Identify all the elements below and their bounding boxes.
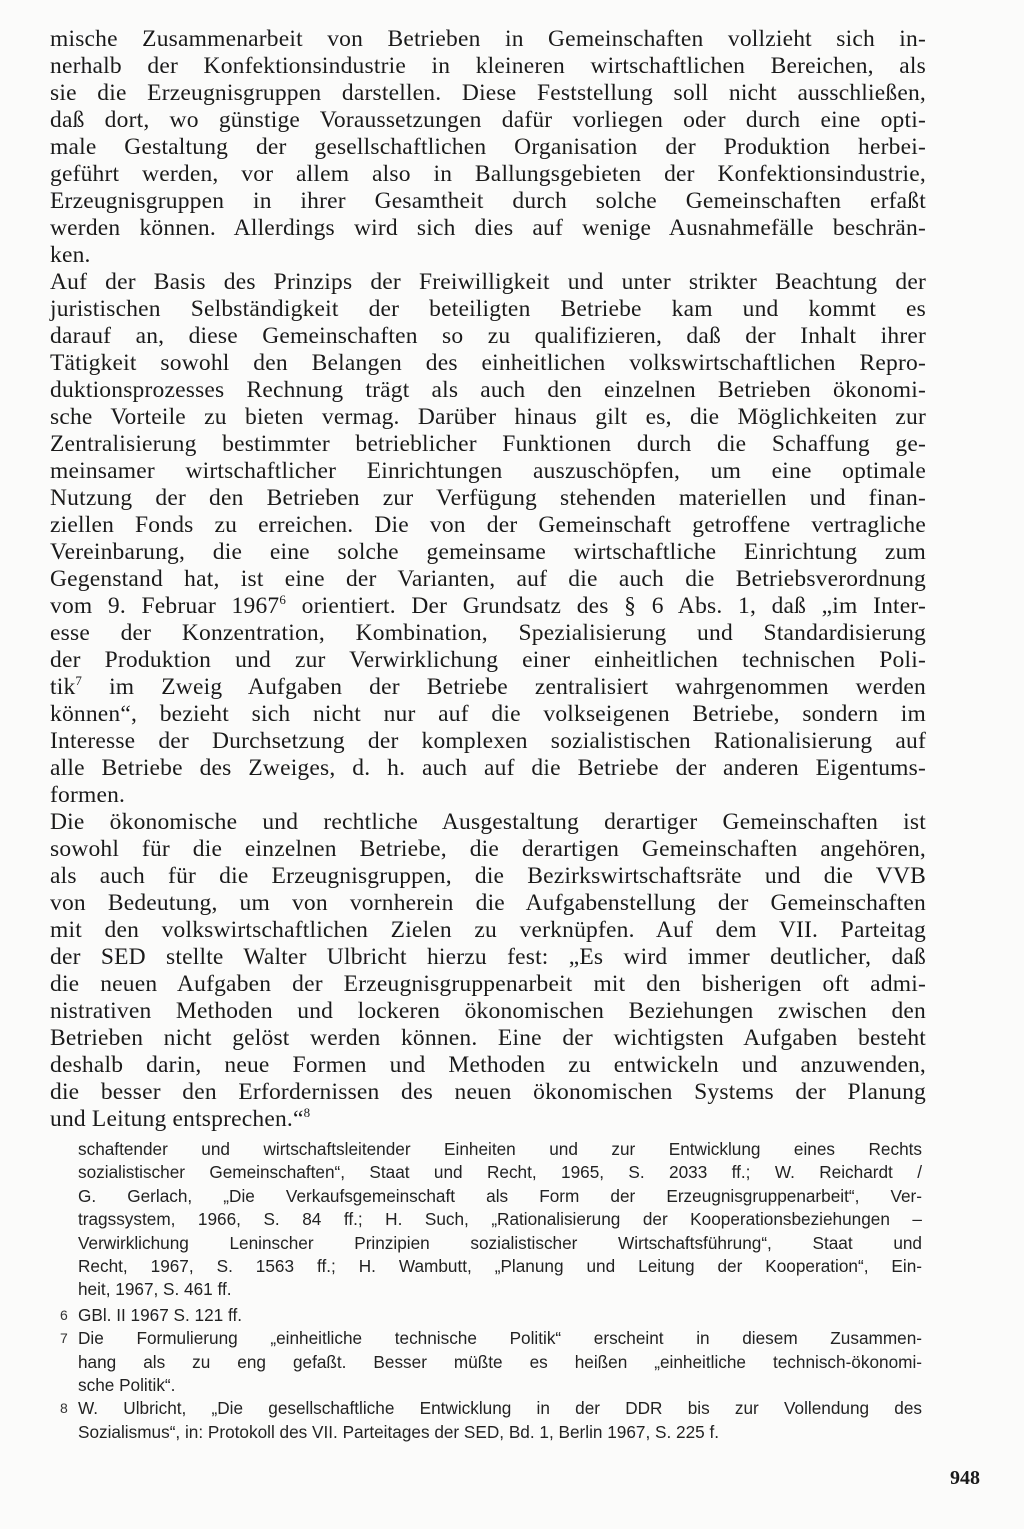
main-text	[50, 26, 926, 1133]
text-line: ziellen Fonds zu erreichen. Die von der Gemeinschaft getroffene vertragliche	[50, 512, 926, 538]
footnote	[50, 1327, 922, 1397]
footnote-number: 7	[60, 1330, 68, 1347]
footnote-line: sche Politik“.	[78, 1374, 176, 1395]
text-line: mische Zusammenarbeit von Betrieben in Gemeinschaften vollzieht sich in-	[50, 26, 926, 52]
text-line: ken.	[50, 242, 91, 268]
text-line: werden können. Allerdings wird sich dies auf wenige Ausnahmefälle beschrän-	[50, 215, 926, 241]
text-line: der SED stellte Walter Ulbricht hierzu fest: „Es wird immer deutlicher, daß	[50, 944, 926, 970]
text-line: Auf der Basis des Prinzips der Freiwilligkeit und unter strikter Beachtung der	[50, 269, 926, 295]
text-line: Gegenstand hat, ist eine der Varianten, auf die auch die Betriebsverordnung	[50, 566, 926, 592]
footnote-ref: 8	[303, 1105, 311, 1120]
text-line: nerhalb der Konfektionsindustrie in kleineren wirtschaftlichen Bereichen, als	[50, 53, 926, 79]
text-line: duktionsprozesses Rechnung trägt als auch den einzelnen Betrieben ökonomi-	[50, 377, 926, 403]
footnote-number: 8	[60, 1400, 68, 1417]
footnote-line: schaftender und wirtschaftsleitender Einheiten und zur Entwicklung eines Rechts	[78, 1139, 922, 1159]
footnote-line: sozialistischer Gemeinschaften“, Staat und Recht, 1965, S. 2033 ff.; W. Reichardt /	[78, 1162, 922, 1183]
paragraph	[50, 809, 926, 1133]
footnote-line: tragssystem, 1966, S. 84 ff.; H. Such, „Rationalisierung der Kooperationsbeziehungen –	[78, 1209, 922, 1230]
footnote-line: heit, 1967, S. 461 ff.	[78, 1279, 232, 1300]
text-line: daß dort, wo günstige Voraussetzungen dafür vorliegen oder durch eine opti-	[50, 107, 926, 133]
text-line: formen.	[50, 782, 126, 808]
text-line: als auch für die Erzeugnisgruppen, die Bezirkswirtschaftsräte und die VVB	[50, 863, 926, 889]
text-line: Vereinbarung, die eine solche gemeinsame wirtschaftliche Einrichtung zum	[50, 539, 926, 565]
footnote-line: hang als zu eng gefaßt. Besser müßte es heißen „einheitliche technisch-ökonomi-	[78, 1351, 922, 1372]
text-line: male Gestaltung der gesellschaftlichen Organisation der Produktion herbei-	[50, 134, 926, 160]
text-line: alle Betriebe des Zweiges, d. h. auch auf die Betriebe der anderen Eigentums-	[50, 755, 926, 781]
text-line: Interesse der Durchsetzung der komplexen sozialistischen Rationalisierung auf	[50, 728, 926, 754]
footnote	[50, 1304, 922, 1327]
footnote-number: 6	[60, 1306, 68, 1323]
text-line: nistrativen Methoden und lockeren ökonomischen Beziehungen zwischen den	[50, 998, 926, 1024]
text-line: von Bedeutung, um von vornherein die Aufgabenstellung der Gemeinschaften	[50, 890, 926, 916]
page-number: 948	[950, 1467, 980, 1489]
text-line: Nutzung der den Betrieben zur Verfügung stehenden materiellen und finan-	[50, 485, 926, 511]
footnote-ref: 7	[75, 673, 83, 688]
text-line: die besser den Erfordernissen des neuen ökonomischen Systems der Planung	[50, 1079, 926, 1105]
text-line: sowohl für die einzelnen Betriebe, die derartigen Gemeinschaften angehören,	[50, 836, 926, 862]
text-line: vom 9. Februar 1967$^6$ orientiert. Der Grundsatz des § 6 Abs. 1, daß „im Inter-	[50, 592, 926, 619]
text-line: darauf an, diese Gemeinschaften so zu qualifizieren, daß der Inhalt ihrer	[50, 323, 926, 349]
text-line: mit den volkswirtschaftlichen Zielen zu verknüpfen. Auf dem VII. Parteitag	[50, 917, 926, 943]
paragraph	[50, 269, 926, 809]
text-line: Erzeugnisgruppen in ihrer Gesamtheit durch solche Gemeinschaften erfaßt	[50, 188, 926, 214]
footnote-line: Recht, 1967, S. 1563 ff.; H. Wambutt, „Planung und Leitung der Kooperation“, Ein-	[78, 1255, 922, 1276]
text-line: Betrieben nicht gelöst werden können. Eine der wichtigsten Aufgaben besteht	[50, 1025, 926, 1051]
text-line: sie die Erzeugnisgruppen darstellen. Diese Feststellung soll nicht ausschließen,	[50, 80, 926, 106]
footnote-line: W. Ulbricht, „Die gesellschaftliche Entwicklung in der DDR bis zur Vollendung des	[78, 1398, 922, 1419]
text-line: esse der Konzentration, Kombination, Spezialisierung und Standardisierung	[50, 620, 926, 646]
footnote-line: Die Formulierung „einheitliche technische Politik“ erscheint in diesem Zusammen-	[78, 1328, 922, 1349]
text-line: juristischen Selbständigkeit der beteiligten Betriebe kam und kommt es	[50, 296, 926, 322]
text-line: deshalb darin, neue Formen und Methoden zu entwickeln und anzuwenden,	[50, 1052, 926, 1078]
text-line: der Produktion und zur Verwirklichung einer einheitlichen technischen Poli-	[50, 647, 926, 673]
footnote-continuation	[78, 1138, 922, 1302]
text-line: Tätigkeit sowohl den Belangen des einheitlichen volkswirtschaftlichen Repro-	[50, 350, 926, 376]
footnotes	[60, 1138, 922, 1444]
text-line: und Leitung entsprechen.“$^8$	[50, 1105, 311, 1132]
text-line: meinsamer wirtschaftlicher Einrichtungen auszuschöpfen, um eine optimale	[50, 458, 926, 484]
text-line: sche Vorteile zu bieten vermag. Darüber hinaus gilt es, die Möglichkeiten zur	[50, 404, 926, 430]
text-line: können“, bezieht sich nicht nur auf die volkseigenen Betriebe, sondern im	[50, 701, 926, 727]
paragraph	[50, 26, 926, 269]
text-line: die neuen Aufgaben der Erzeugnisgruppenarbeit mit den bisherigen oft admi-	[50, 971, 926, 997]
footnote-line: Verwirklichung Leninscher Prinzipien sozialistischer Wirtschaftsführung“, Staat und	[78, 1232, 922, 1253]
footnote-line: G. Gerlach, „Die Verkaufsgemeinschaft als Form der Erzeugnisgruppenarbeit“, Ver-	[78, 1185, 922, 1206]
text-line: geführt werden, vor allem also in Ballungsgebieten der Konfektionsindustrie,	[50, 161, 926, 187]
text-line: tik$^7$ im Zweig Aufgaben der Betriebe zentralisiert wahrgenommen werden	[50, 673, 926, 700]
footnote-ref: 6	[279, 592, 287, 607]
footnote-line: GBl. II 1967 S. 121 ff.	[78, 1304, 243, 1325]
footnote	[50, 1397, 922, 1444]
text-line: Die ökonomische und rechtliche Ausgestaltung derartiger Gemeinschaften ist	[50, 809, 926, 835]
footnote-line: Sozialismus“, in: Protokoll des VII. Parteitages der SED, Bd. 1, Berlin 1967, S. 225 f.	[78, 1421, 720, 1442]
text-line: Zentralisierung bestimmter betrieblicher Funktionen durch die Schaffung ge-	[50, 431, 926, 457]
